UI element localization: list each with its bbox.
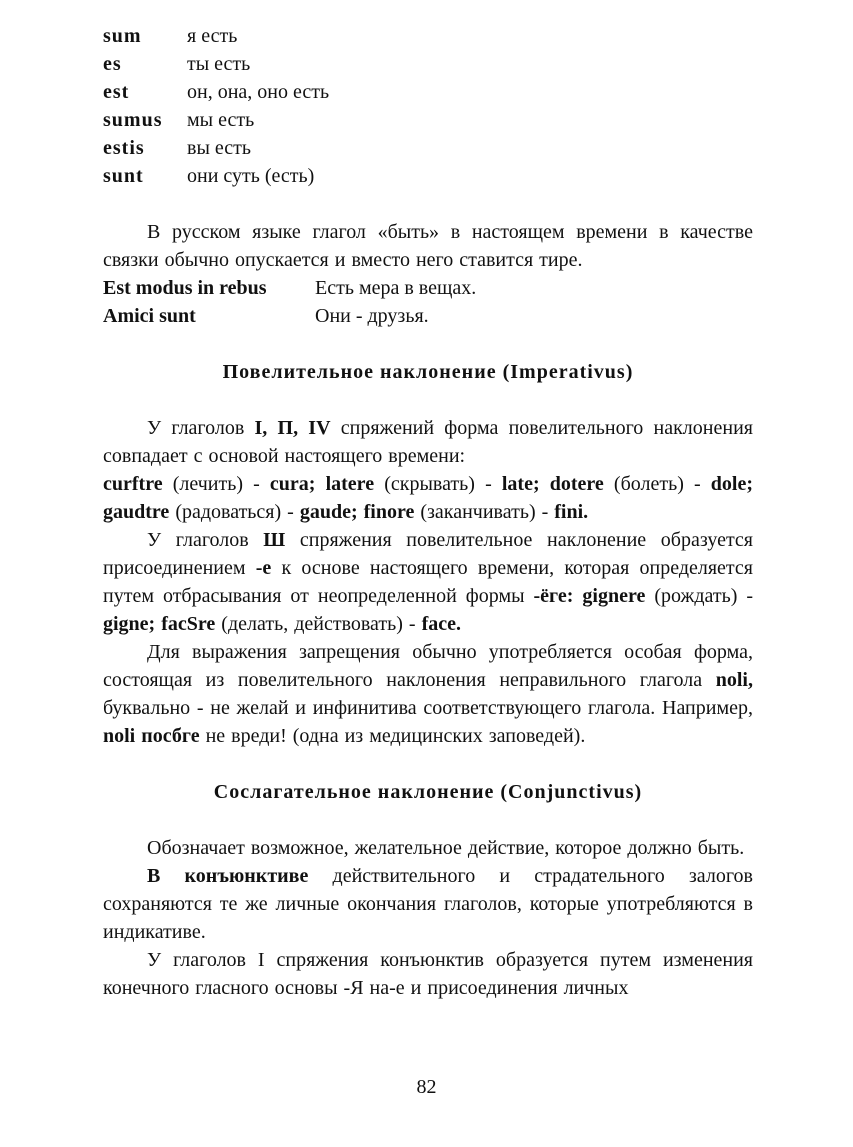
conjunctivus-paragraph-3: У глаголов I спряжения конъюнктив образуется путем изменения конечного гласного основы -Я на-е и присоединения личных — [103, 949, 753, 999]
text-run: буквально - не желай и инфинитива соответствующего глагола. Например, — [103, 697, 753, 719]
text-run: действительного и страдательного залогов сохраняются те же личные окончания глаголов, которые употребляются в индикативе. — [103, 865, 753, 943]
latin-form: sum — [103, 24, 142, 47]
latin-word: face. — [421, 613, 462, 635]
latin-word: fini. — [554, 501, 589, 523]
text-run: не вреди! (одна из медицинских заповедей). — [199, 725, 586, 747]
latin-word: cura; latere — [269, 473, 375, 495]
text-run: (заканчивать) - — [414, 501, 555, 523]
latin-word: gignere — [582, 585, 646, 607]
latin-form: estis — [103, 136, 145, 159]
ending: -е — [255, 557, 272, 579]
russian-form: он, она, оно есть — [187, 80, 330, 103]
text-run: (делать, действовать) - — [215, 613, 422, 635]
text-run: У глаголов — [147, 529, 264, 551]
example-russian: Есть мера в вещах. — [315, 276, 477, 299]
example-russian: Они - друзья. — [315, 304, 429, 327]
page-content — [103, 22, 753, 1002]
section-heading-conjunctivus: Сослагательное наклонение (Conjunctivus) — [213, 781, 643, 803]
text-run: (болеть) - — [603, 473, 711, 495]
copula-paragraph: В русском языке глагол «быть» в настоящем времени в качестве связки обычно опускается и вместо него ставится тире. — [103, 221, 753, 271]
latin-form: est — [103, 80, 130, 103]
text-run: (лечить) - — [162, 473, 270, 495]
conjugation-row — [103, 106, 753, 134]
conjunctivus-paragraph-1: Обозначает возможное, желательное действие, которое должно быть. — [147, 837, 745, 859]
text-run: У глаголов — [147, 417, 255, 439]
conjugation-numbers: I, П, IV — [254, 417, 331, 439]
latin-word: gigne; facSre — [103, 613, 216, 635]
russian-form: я есть — [187, 24, 238, 47]
imperativus-paragraph-2 — [103, 526, 753, 638]
page-number: 82 — [416, 1076, 437, 1098]
text-run: (скрывать) - — [374, 473, 502, 495]
latin-form: sunt — [103, 164, 144, 187]
latin-phrase: noli посбге — [103, 725, 200, 747]
text-run: спряжений форма повелительного наклонения совпадает с основой настоящего времени: — [103, 417, 753, 467]
latin-word: gaude; finore — [299, 501, 415, 523]
russian-form: мы есть — [187, 108, 255, 131]
latin-form: es — [103, 52, 122, 75]
latin-word: late; dotere — [501, 473, 604, 495]
russian-form: вы есть — [187, 136, 251, 159]
example-row — [103, 274, 753, 302]
text-run: Для выражения запрещения обычно употребляется особая форма, состоящая из повелительного наклонения неправильного глагола — [103, 641, 753, 691]
latin-word: curftre — [103, 473, 163, 495]
latin-word: noli, — [715, 669, 753, 691]
term: В конъюнктиве — [147, 865, 309, 887]
text-run: к основе настоящего времени, которая определяется путем отбрасывания от неопределенной формы — [103, 557, 753, 607]
text-run: (радоваться) - — [169, 501, 300, 523]
ending: -ёге: — [533, 585, 574, 607]
conjunctivus-paragraph-2 — [103, 862, 753, 946]
conjugation-row — [103, 78, 753, 106]
russian-form: ты есть — [187, 52, 251, 75]
latin-form: sumus — [103, 108, 163, 131]
latin-word: dole; gaudtre — [103, 473, 753, 523]
example-latin: Amici sunt — [103, 304, 196, 327]
conjugation-number: Ш — [263, 529, 286, 551]
imperativus-paragraph-3 — [103, 638, 753, 750]
conjugation-table — [103, 22, 753, 190]
conjugation-row — [103, 134, 753, 162]
conjugation-row — [103, 162, 753, 190]
conjugation-row — [103, 22, 753, 50]
example-latin: Est modus in rebus — [103, 276, 267, 299]
conjugation-row — [103, 50, 753, 78]
russian-form: они суть (есть) — [187, 164, 315, 187]
imperativus-examples — [103, 470, 753, 526]
section-heading-imperativus: Повелительное наклонение (Imperativus) — [222, 361, 634, 383]
text-run: (рождать) - — [645, 585, 754, 607]
imperativus-paragraph-1 — [103, 414, 753, 470]
text-run: спряжения повелительное наклонение образуется присоединением — [103, 529, 753, 579]
example-row — [103, 302, 753, 330]
